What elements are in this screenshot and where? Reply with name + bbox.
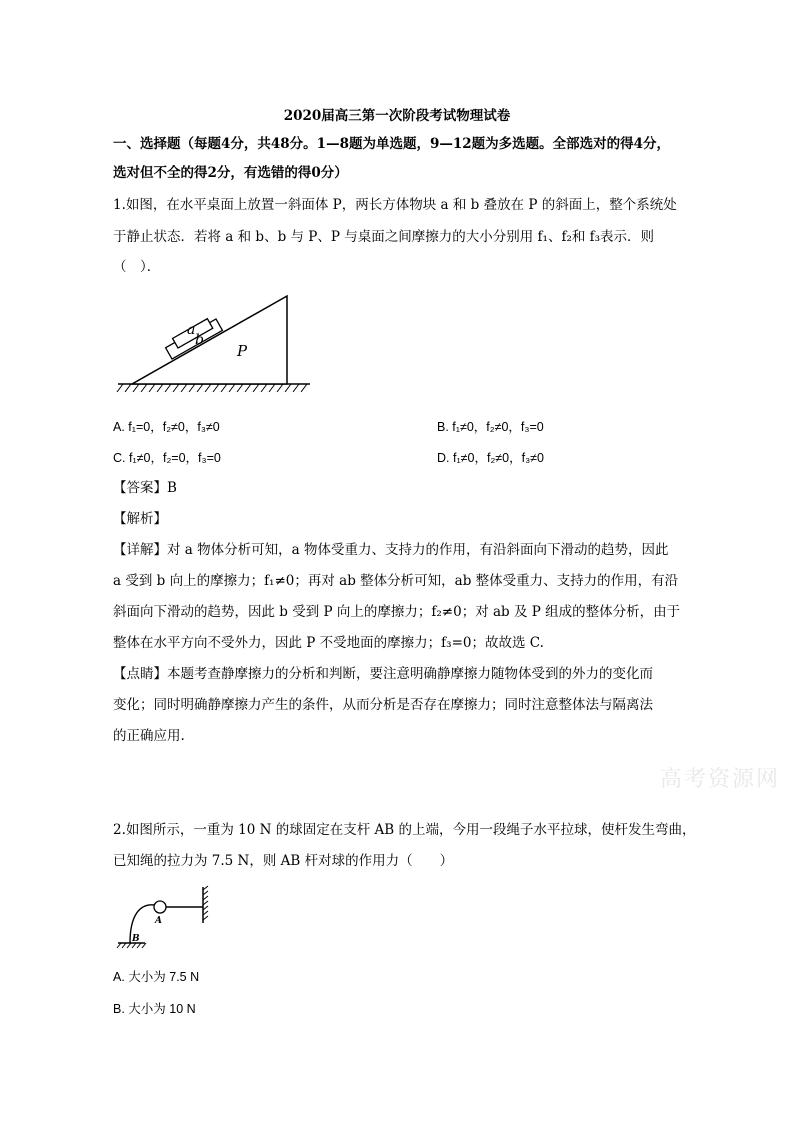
q1-option-d: D. f₁≠0，f₂≠0，f₃≠0	[437, 451, 544, 465]
q1-detail-line-4: 整体在水平方向不受外力，因此 P 不受地面的摩擦力；f₃=0；故故选 C.	[113, 635, 544, 651]
watermark: 高考资源网	[660, 767, 781, 792]
q1-comment-line-2: 变化；同时明确静摩擦力产生的条件，从而分析是否存在摩擦力；同时注意整体法与隔离法	[113, 697, 653, 713]
incline-body-p	[132, 296, 287, 384]
q2-rod-figure	[115, 885, 215, 950]
section-header-line-2: 选对但不全的得2分，有选错的得0分）	[113, 165, 348, 181]
q1-detail-line-1: 【详解】对 a 物体分析可知，a 物体受重力、支持力的作用，有沿斜面向下滑动的趋势，因此	[113, 542, 669, 558]
label-b: b	[195, 332, 204, 348]
label-b: B	[132, 934, 140, 944]
label-a: a	[187, 322, 196, 338]
q1-stem-line-1: 1.如图，在水平桌面上放置一斜面体 P，两长方体物块 a 和 b 叠放在 P 的斜面上，整个系统处	[113, 197, 677, 213]
q1-answer: 【答案】B	[113, 480, 177, 496]
exam-title: 2020届高三第一次阶段考试物理试卷	[283, 108, 511, 124]
q1-analysis-label: 【解析】	[113, 511, 167, 527]
q1-detail-line-2: a 受到 b 向上的摩擦力；f₁≠0；再对 ab 整体分析可知，ab 整体受重力、支持力的作用，有沿	[113, 573, 679, 589]
q1-comment-line-3: 的正确应用.	[113, 728, 185, 744]
q1-option-b: B. f₁≠0，f₂≠0，f₃=0	[437, 420, 544, 434]
label-p: P	[237, 342, 248, 360]
q2-option-a: A. 大小为 7.5 N	[113, 970, 200, 984]
q1-stem-line-3: （ ）．	[113, 259, 161, 275]
q2-option-b: B. 大小为 10 N	[113, 1002, 196, 1016]
q1-incline-figure	[115, 290, 315, 395]
q2-stem-line-1: 2.如图所示，一重为 10 N 的球固定在支杆 AB 的上端，今用一段绳子水平拉球，使杆发生弯曲，	[113, 822, 696, 838]
q1-option-c: C. f₁≠0，f₂=0，f₃=0	[113, 451, 221, 465]
q1-stem-line-2: 于静止状态．若将 a 和 b、b 与 P、P 与桌面之间摩擦力的大小分别用 f₁、f₂和 f₃表示．则	[113, 229, 655, 245]
ball	[154, 901, 166, 913]
q1-comment-line-1: 【点睛】本题考查静摩擦力的分析和判断，要注意明确静摩擦力随物体受到的外力的变化而	[113, 666, 653, 682]
q1-detail-line-3: 斜面向下滑动的趋势，因此 b 受到 P 向上的摩擦力；f₂≠0；对 ab 及 P 组成的整体分析，由于	[113, 604, 681, 620]
q1-option-a: A. f₁=0，f₂≠0，f₃≠0	[113, 420, 220, 434]
section-header-line-1: 一、选择题（每题4分，共48分。1—8题为单选题，9—12题为多选题。全部选对的得4分，	[113, 136, 671, 152]
q2-stem-line-2: 已知绳的拉力为 7.5 N，则 AB 杆对球的作用力（ ）	[113, 853, 454, 869]
label-a: A	[155, 916, 162, 926]
